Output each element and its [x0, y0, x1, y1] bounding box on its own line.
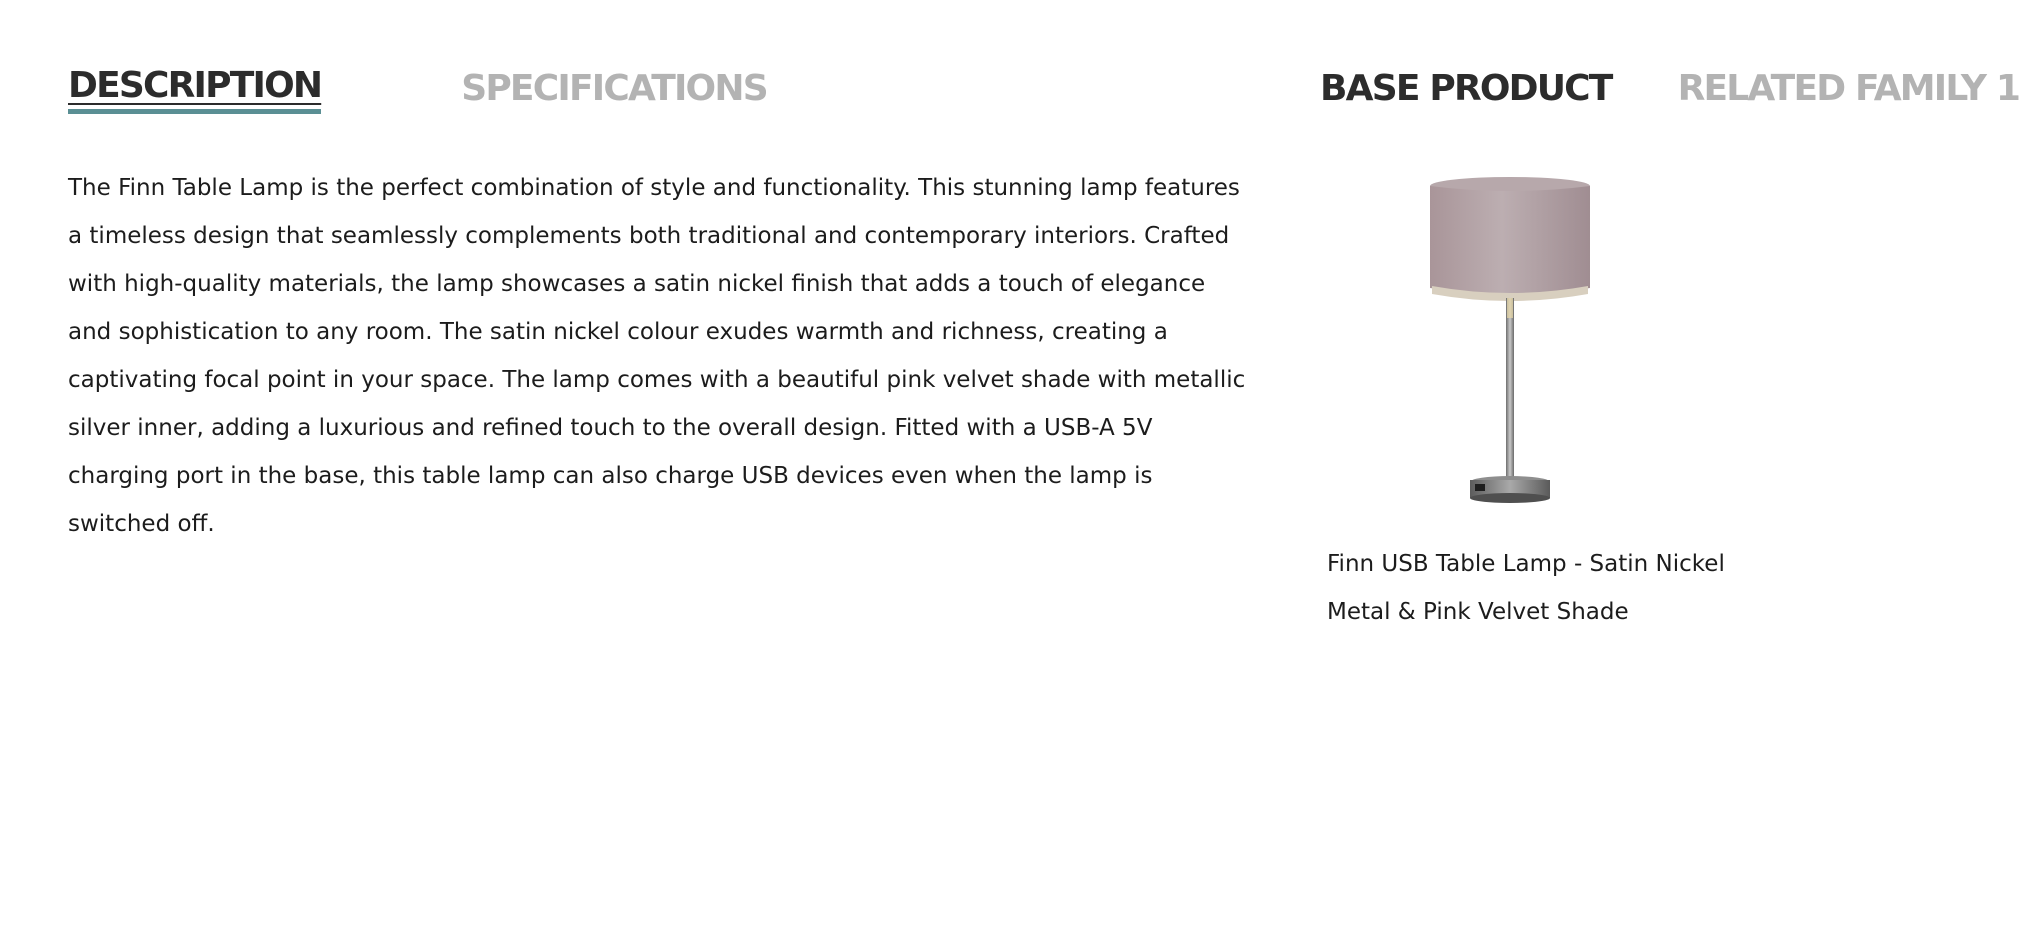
tab-description[interactable]: DESCRIPTION [68, 64, 321, 114]
product-family-tabs [1320, 64, 2019, 114]
product-description: The Finn Table Lamp is the perfect combination of style and functionality. This stunning lamp features a timeless design that seamlessly complements both traditional and contemporary interiors. Crafted with high-quality materials, the lamp showcases a satin nickel finish that adds a touch of elegance and sophistication to any room. The satin nickel colour exudes warmth and richness, creating a captivating focal point in your space. The lamp comes with a beautiful pink velvet shade with metallic silver inner, adding a luxurious and refined touch to the overall design. Fitted with a USB-A 5V charging port in the base, this table lamp can also charge USB devices even when the lamp is switched off. [68, 175, 1246, 537]
tab-base-product[interactable]: BASE PRODUCT [1320, 68, 1612, 109]
table-lamp-image[interactable] [1420, 170, 1600, 510]
tab-related-family-1[interactable]: RELATED FAMILY 1 [1677, 68, 2019, 109]
product-name[interactable]: Finn USB Table Lamp - Satin Nickel Metal & Pink Velvet Shade [1327, 551, 1725, 625]
tab-specifications[interactable]: SPECIFICATIONS [461, 68, 767, 109]
description-tabs [68, 64, 767, 114]
